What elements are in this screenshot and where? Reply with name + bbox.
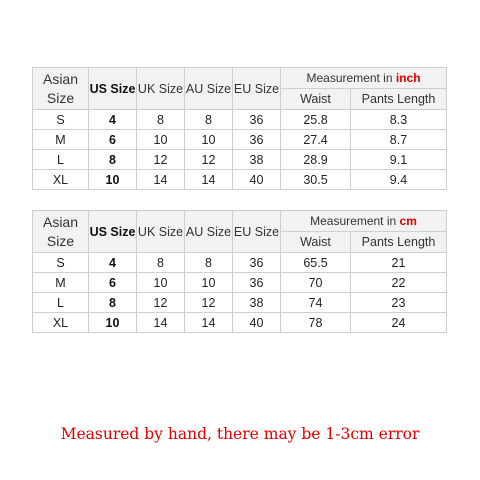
size-table-inch [32,67,447,190]
header-waist: Waist [281,232,351,253]
cell-eu: 40 [233,170,281,190]
header-us-size: US Size [89,211,137,253]
header-eu-size: EU Size [233,68,281,110]
cell-au: 10 [185,273,233,293]
cell-waist: 78 [281,313,351,333]
cell-asian: S [33,110,89,130]
cell-us: 6 [89,273,137,293]
table-row [33,273,447,293]
cell-au: 10 [185,130,233,150]
cell-uk: 8 [137,253,185,273]
header-uk-size: UK Size [137,68,185,110]
cell-asian: XL [33,313,89,333]
cell-uk: 10 [137,273,185,293]
measurement-note: Measured by hand, there may be 1-3cm error [60,425,420,443]
table-row [33,293,447,313]
cell-uk: 10 [137,130,185,150]
cell-us: 8 [89,150,137,170]
table-row [33,170,447,190]
cell-au: 8 [185,110,233,130]
cell-length: 24 [351,313,447,333]
cell-eu: 40 [233,313,281,333]
cell-waist: 30.5 [281,170,351,190]
cell-uk: 14 [137,170,185,190]
cell-uk: 12 [137,293,185,313]
cell-us: 8 [89,293,137,313]
measurement-unit-inch: inch [395,71,421,85]
table-row [33,110,447,130]
header-us-size: US Size [89,68,137,110]
measurement-prefix: Measurement in [306,71,393,85]
cell-us: 6 [89,130,137,150]
cell-waist: 27.4 [281,130,351,150]
measurement-title-cm [281,211,447,232]
measurement-title-inch [281,68,447,89]
cell-au: 12 [185,293,233,313]
cell-length: 21 [351,253,447,273]
header-asian-size: Asian Size [33,211,89,253]
cell-waist: 70 [281,273,351,293]
cell-us: 4 [89,253,137,273]
cell-waist: 74 [281,293,351,313]
header-waist: Waist [281,89,351,110]
cell-au: 8 [185,253,233,273]
header-asian-size: Asian Size [33,68,89,110]
table-row [33,130,447,150]
cell-asian: L [33,293,89,313]
cell-waist: 65.5 [281,253,351,273]
cell-eu: 38 [233,150,281,170]
size-table-cm [32,210,447,333]
cell-au: 14 [185,313,233,333]
cell-asian: M [33,273,89,293]
cell-length: 8.3 [351,110,447,130]
table-row [33,150,447,170]
cell-eu: 36 [233,130,281,150]
table-row [33,253,447,273]
measurement-unit-cm: cm [399,214,417,228]
header-au-size: AU Size [185,68,233,110]
cell-asian: L [33,150,89,170]
cell-eu: 38 [233,293,281,313]
header-pants-length: Pants Length [351,232,447,253]
cell-eu: 36 [233,273,281,293]
cell-uk: 12 [137,150,185,170]
cell-asian: XL [33,170,89,190]
cell-length: 22 [351,273,447,293]
table-row [33,313,447,333]
cell-au: 14 [185,170,233,190]
cell-au: 12 [185,150,233,170]
header-uk-size: UK Size [137,211,185,253]
header-au-size: AU Size [185,211,233,253]
cell-length: 9.1 [351,150,447,170]
cell-waist: 28.9 [281,150,351,170]
cell-asian: M [33,130,89,150]
cell-us: 4 [89,110,137,130]
cell-eu: 36 [233,253,281,273]
measurement-prefix: Measurement in [310,214,397,228]
cell-us: 10 [89,170,137,190]
cell-uk: 14 [137,313,185,333]
cell-uk: 8 [137,110,185,130]
cell-length: 8.7 [351,130,447,150]
cell-waist: 25.8 [281,110,351,130]
cell-length: 9.4 [351,170,447,190]
header-pants-length: Pants Length [351,89,447,110]
header-eu-size: EU Size [233,211,281,253]
cell-eu: 36 [233,110,281,130]
cell-asian: S [33,253,89,273]
cell-length: 23 [351,293,447,313]
cell-us: 10 [89,313,137,333]
